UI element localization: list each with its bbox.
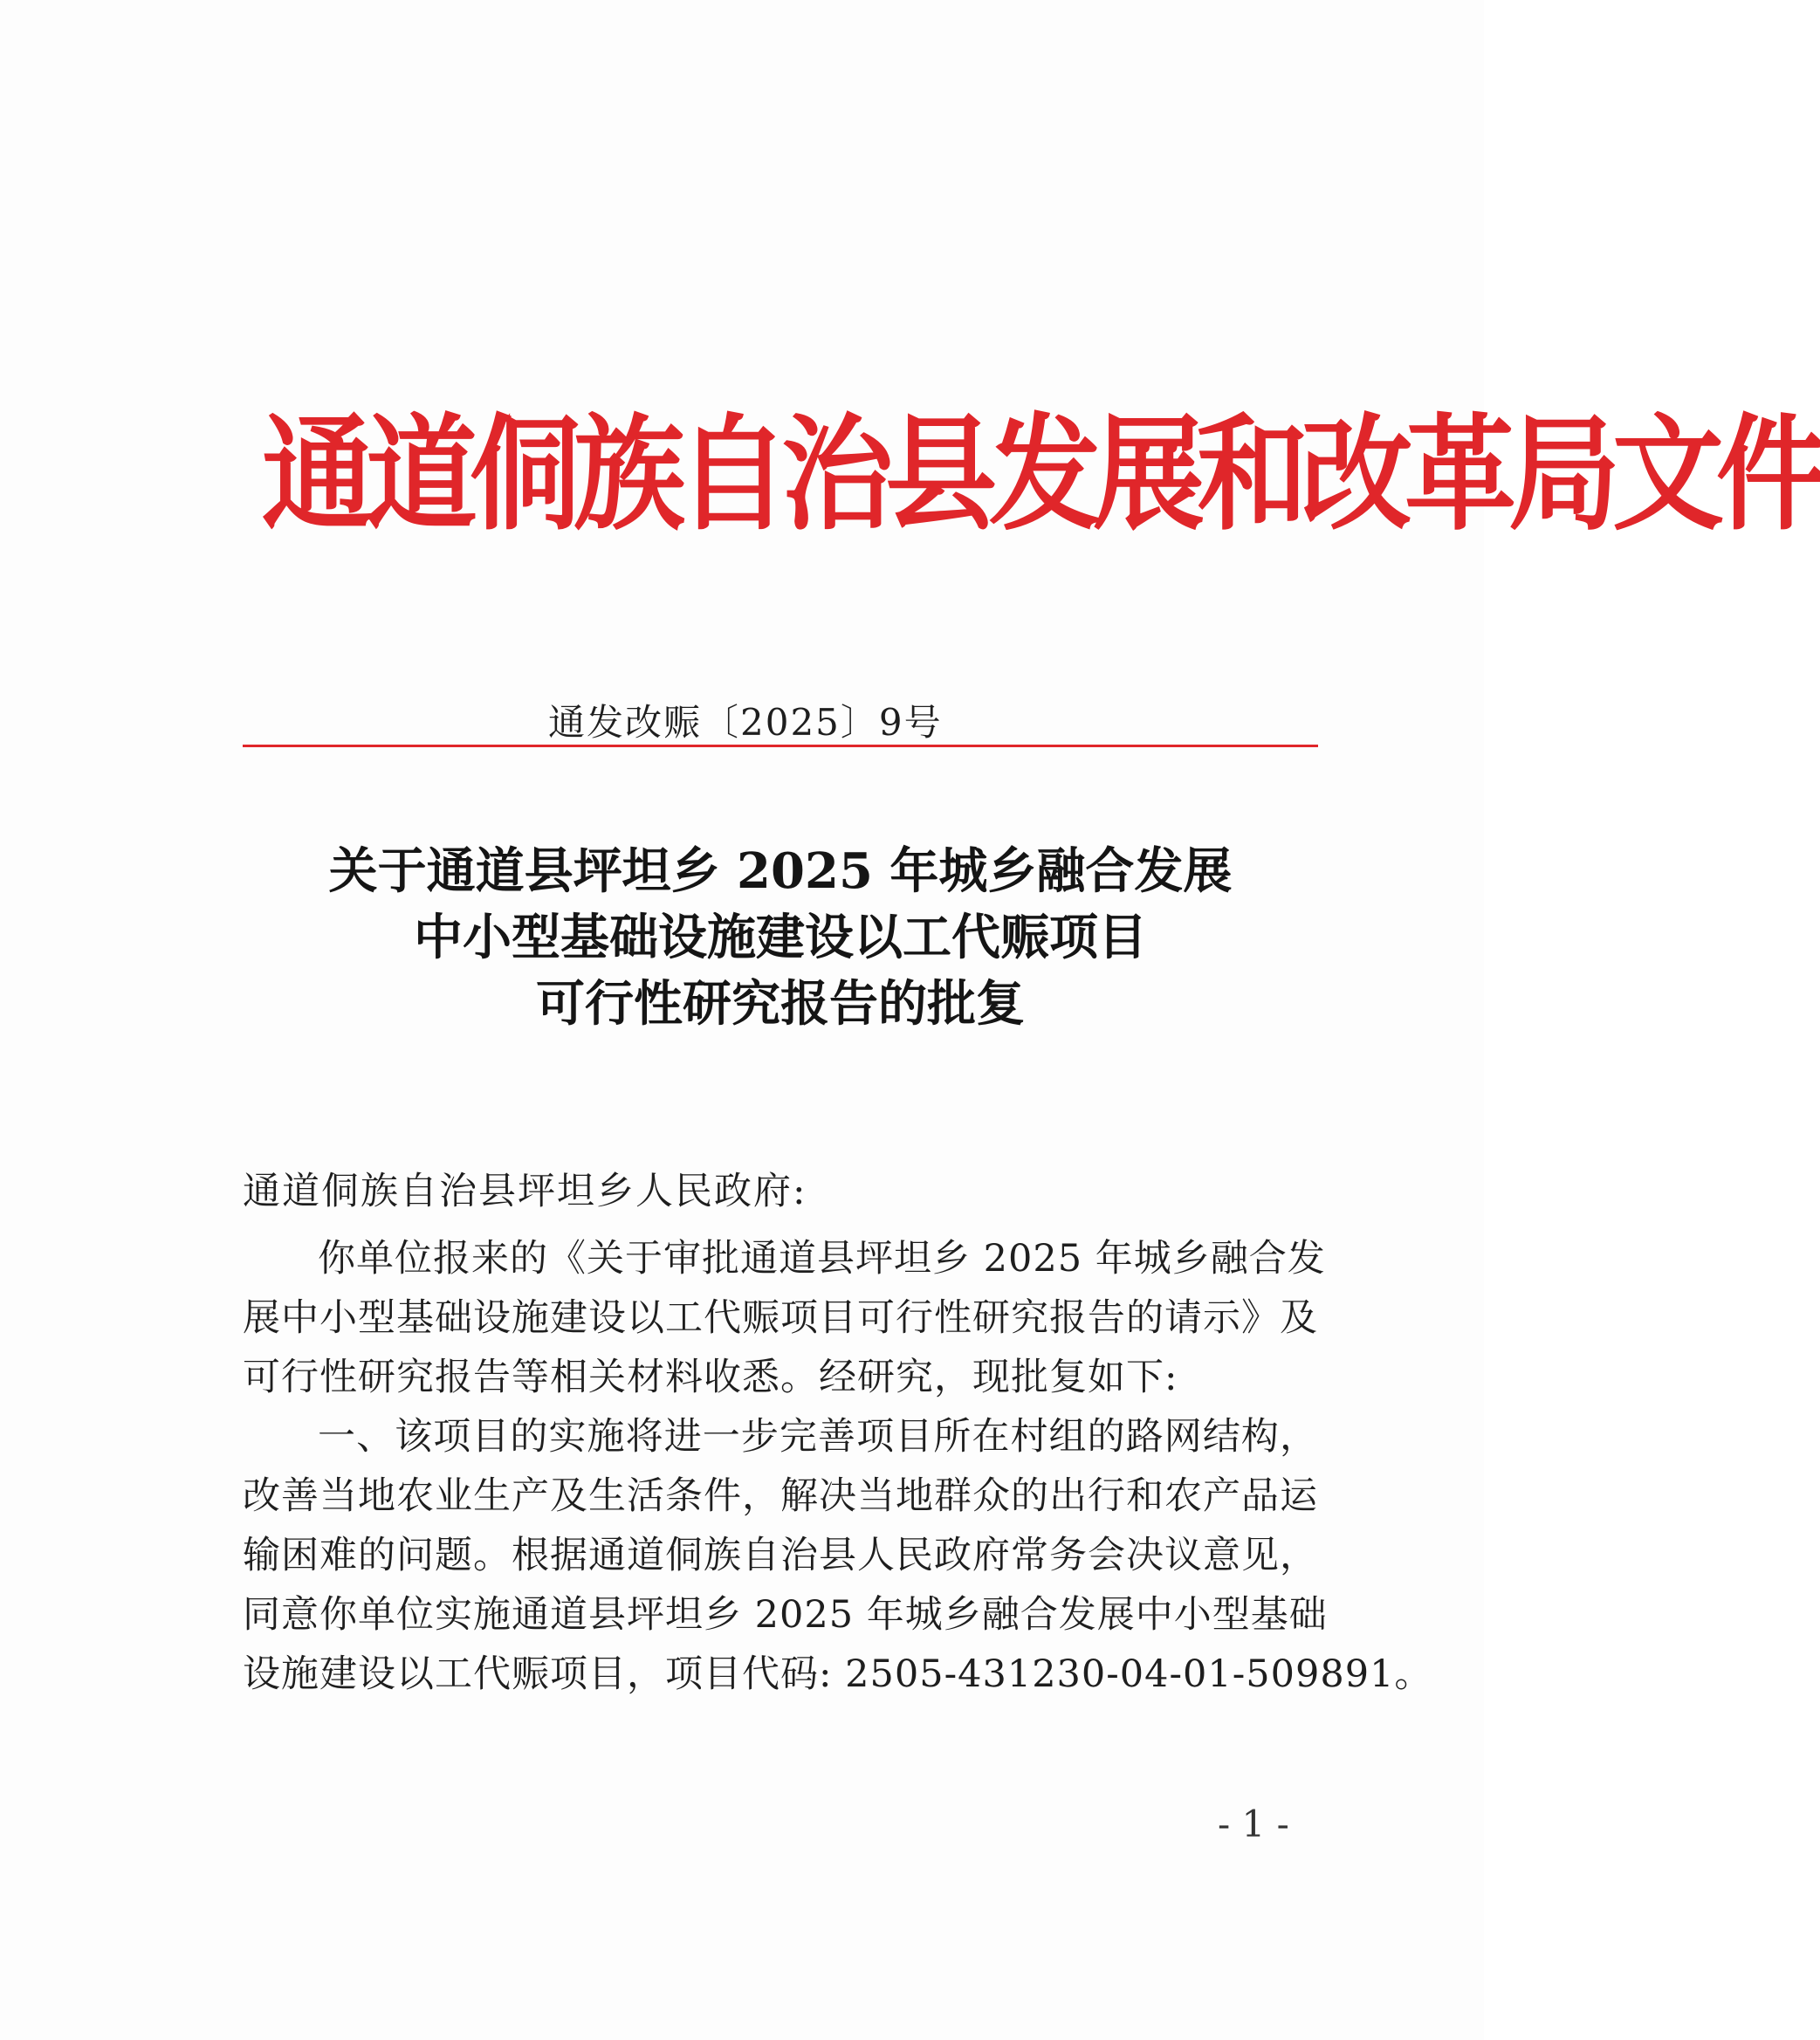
body-line: 改善当地农业生产及生活条件，解决当地群众的出行和农产品运 [243, 1474, 1318, 1518]
page-number: - 1 - [1218, 1803, 1289, 1845]
body-line: 同意你单位实施通道县坪坦乡 2025 年城乡融合发展中小型基础 [243, 1593, 1328, 1637]
red-divider-line [243, 745, 1318, 747]
title-line: 可行性研究报告的批复 [536, 975, 1025, 1033]
document-number: 通发改赈〔2025〕9号 [548, 701, 943, 744]
salutation: 通道侗族自治县坪坦乡人民政府: [243, 1170, 807, 1213]
title-line: 中小型基础设施建设以工代赈项目 [414, 909, 1147, 966]
body-line: 可行性研究报告等相关材料收悉。经研究，现批复如下: [243, 1356, 1178, 1399]
body-line: 一、该项目的实施将进一步完善项目所在村组的路网结构， [318, 1415, 1318, 1459]
body-line: 你单位报来的《关于审批通道县坪坦乡 2025 年城乡融合发 [318, 1237, 1326, 1281]
title-line: 关于通道县坪坦乡 2025 年城乡融合发展 [328, 842, 1233, 900]
body-text [243, 1229, 1433, 1704]
body-line: 展中小型基础设施建设以工代赈项目可行性研究报告的请示》及 [243, 1296, 1318, 1340]
body-line: 输困难的问题。根据通道侗族自治县人民政府常务会决议意见， [243, 1534, 1318, 1577]
document-title [243, 838, 1318, 1037]
masthead-title: 通道侗族自治县发展和改革局文件 [262, 402, 1820, 548]
body-line: 设施建设以工代赈项目，项目代码: 2505-431230-04-01-509891。 [243, 1652, 1433, 1696]
